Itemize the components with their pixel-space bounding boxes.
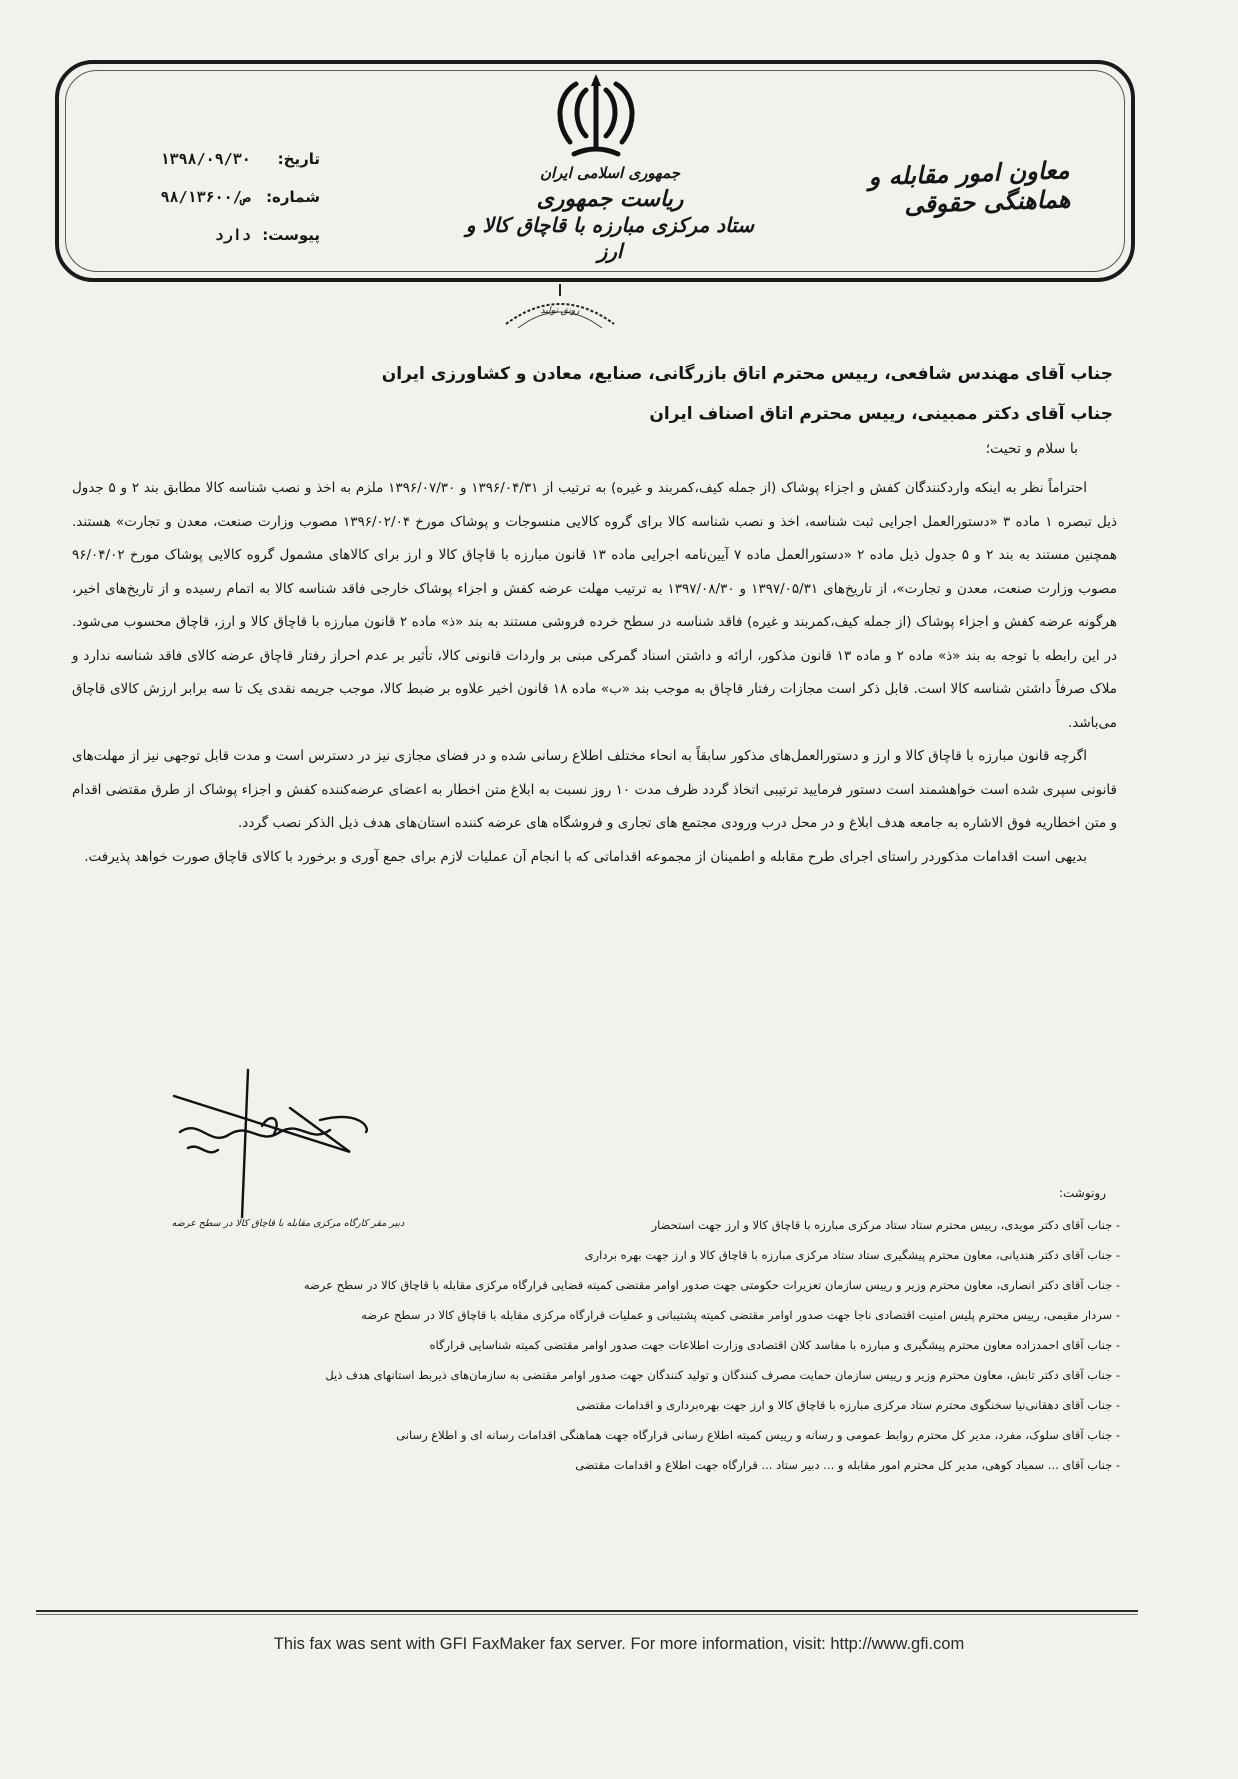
meta-number (130, 178, 320, 216)
meta-number-value: ۹۸/۱۳۶۰۰/ص (160, 188, 251, 206)
cc-list (68, 1210, 1120, 1480)
slogan-stamp (498, 282, 622, 334)
org-line-country: جمهوری اسلامی ایران (539, 164, 681, 182)
iran-emblem-icon (546, 70, 646, 162)
department-title: معاون امور مقابله و هماهنگی حقوقی (868, 155, 1071, 219)
cc-item: - جناب آقای دکتر تابش، معاون محترم وزیر و رییس سازمان حمایت مصرف کنندگان و تولید کنندگان جهت صدور اوامر مقتضی به سازمان‌های ذیربط استانهای هدف ذیل (325, 1368, 1120, 1382)
organization-name (460, 160, 760, 264)
body-paragraph: احتراماً نظر به اینکه واردکنندگان کفش و اجزاء پوشاک (از جمله کیف،کمربند و غیره) به ترتیب از ۱۳۹۶/۰۴/۳۱ و ۱۳۹۶/۰۷/۳۰ ملزم به اخذ و نصب شناسه کالا مطابق بند ۲ و ۵ جدول ذیل تبصره ۱ ماده ۳ «دستورالعمل اجرایی ثبت شناسه، اخذ و نصب شناسه کالا برای گروه کالایی منسوجات و پوشاک مورخ ۱۳۹۶/۰۲/۰۴ مصوب وزارت صنعت، معدن و تجارت» هستند. همچنین مستند به بند ۲ و ۵ جدول ذیل ماده ۲ «دستورالعمل ماده ۷ آیین‌نامه اجرایی ماده ۱۳ قانون مبارزه با قاچاق کالا و ارز برای کالاهای مشمول گروه کالایی پوشاک مورخ ۹۶/۰۴/۰۲ مصوب وزارت صنعت، معدن و تجارت»، از تاریخ‌های ۱۳۹۷/۰۵/۳۱ و ۱۳۹۷/۰۸/۳۰ به ترتیب مهلت عرضه کفش و اجزاء پوشاک خارجی فاقد شناسه کالا به اتمام رسیده و از تاریخ‌های اخیر، هرگونه عرضه کفش و اجزاء پوشاک (از جمله کیف،کمربند و غیره) فاقد شناسه در سطح خرده فروشی مستند به بند «ذ» ماده ۲ قانون مبارزه با قاچاق کالا و ارز، قاچاق محسوب می‌شود. در این رابطه با توجه به بند «ذ» ماده ۲ و ماده ۱۳ قانون مذکور، ارائه و داشتن اسناد گمرکی مبنی بر واردات قانونی کالا، تأثیر بر عدم احراز رفتار قاچاق عرضه کالای فاقد شناسه ندارد و ملاک صرفاً داشتن شناسه کالا است. قابل ذکر است مجازات رفتار قاچاق به موجب بند «ب» ماده ۱۸ قانون اخیر علاوه بر ضبط کالا، موجب جریمه نقدی یک تا سه برابر ارزش کالای قاچاق می‌باشد. (72, 480, 1118, 731)
footer-divider-thin (36, 1614, 1138, 1615)
meta-date (130, 140, 320, 178)
cc-item: - جناب آقای دکتر انصاری، معاون محترم وزیر و رییس سازمان تعزیرات حکومتی جهت صدور اوامر مقتضی کمیته قضایی قرارگاه مرکزی مقابله با قاچاق کالا در سطح عرضه (303, 1278, 1120, 1292)
signatory-title: دبیر مقر کارگاه مرکزی مقابله با قاچاق کالا در سطح عرضه (171, 1218, 405, 1229)
body-paragraph: اگرچه قانون مبارزه با قاچاق کالا و ارز و دستورالعمل‌های مذکور سابقاً به انحاء مختلف اطلاع رسانی شده و در فضای مجازی نیز در دسترس است و مدت قابل توجهی نیز از مهلت‌های قانونی سپری شده است خواهشمند است دستور فرمایید ترتیبی اتخاذ گردد ظرف مدت ۱۰ روز نسبت به ابلاغ متن اخطار به اعضای عرضه‌کننده کفش و اجزاء پوشاک از طرق مقتضی اقدام و متن اخطاریه فوق الاشاره به جامعه هدف ابلاغ و در محل درب ورودی مجتمع های تجاری و فروشگاه های عرضه کننده استان‌های هدف ذیل الذکر نصب گردد. (72, 748, 1117, 831)
greeting: با سلام و تحیت؛ (985, 441, 1078, 457)
slogan-stamp-text: رونق تولید (540, 306, 580, 316)
org-line-presidency: ریاست جمهوری (536, 186, 684, 212)
footer-divider (36, 1610, 1138, 1612)
handwritten-signature-icon (170, 1068, 390, 1218)
meta-attachment-label: پیوست: (262, 226, 320, 244)
cc-item: - جناب آقای دهقانی‌نیا سخنگوی محترم ستاد مرکزی مبارزه با قاچاق کالا و ارز جهت بهره‌برداری و اقدامات مقتضی (576, 1398, 1120, 1412)
org-line-headquarters: ستاد مرکزی مبارزه با قاچاق کالا و ارز (465, 213, 755, 263)
cc-heading: رونوشت: (1058, 1186, 1106, 1200)
meta-date-label: تاریخ: (277, 150, 320, 168)
meta-attachment (130, 216, 320, 254)
body-paragraph: بدیهی است اقدامات مذکوردر راستای اجرای طرح مقابله و اطمینان از مجموعه اقداماتی که با انجام آن عملیات لازم برای جمع آوری و برخورد با کالای قاچاق صورت خواهد پذیرفت. (84, 848, 1087, 865)
meta-date-value: ۱۳۹۸/۰۹/۳۰ (160, 150, 251, 168)
cc-item: - جناب آقای ... سمیاد کوهی، مدیر کل محترم امور مقابله و ... دبیر ستاد ... قرارگاه جهت اطلاع و اقدامات مقتضی (575, 1458, 1120, 1472)
cc-item: - جناب آقای دکتر مویدی، رییس محترم ستاد ستاد مرکزی مبارزه با قاچاق کالا و ارز جهت استحضار (651, 1218, 1120, 1232)
addressee-chamber-commerce: جناب آقای مهندس شافعی، رییس محترم اتاق بازرگانی، صنایع، معادن و کشاورزی ایران (381, 364, 1113, 384)
letter-meta (130, 140, 320, 254)
cc-item: - جناب آقای سلوک، مفرد، مدیر کل محترم روابط عمومی و رسانه و رییس کمیته اطلاع رسانی قرارگاه جهت هماهنگی اقدامات رسانه ای و اطلاع رسانی (396, 1428, 1120, 1442)
letter-body (72, 472, 1117, 874)
cc-item: - جناب آقای احمدزاده معاون محترم پیشگیری و مبارزه با مفاسد کلان اقتصادی وزارت اطلاعات جهت صدور اوامر مقتضی کمیته شناسایی قرارگاه (429, 1338, 1120, 1352)
addressee-chamber-guilds: جناب آقای دکتر ممبینی، رییس محترم اتاق اصناف ایران (649, 404, 1113, 424)
meta-number-label: شماره: (266, 188, 320, 206)
cc-item: - سردار مقیمی، رییس محترم پلیس امنیت اقتصادی ناجا جهت صدور اوامر مقتضی کمیته پشتیبانی و عملیات قرارگاه مرکزی مقابله با قاچاق کالا در سطح عرضه (361, 1308, 1120, 1322)
cc-item: - جناب آقای دکتر هندیانی، معاون محترم پیشگیری ستاد ستاد مرکزی مبارزه با قاچاق کالا و ارز جهت بهره برداری (584, 1248, 1120, 1262)
fax-footer-notice: This fax was sent with GFI FaxMaker fax server. For more information, visit: http://www.gfi.com (273, 1635, 965, 1653)
meta-attachment-value: دارد (214, 226, 251, 244)
